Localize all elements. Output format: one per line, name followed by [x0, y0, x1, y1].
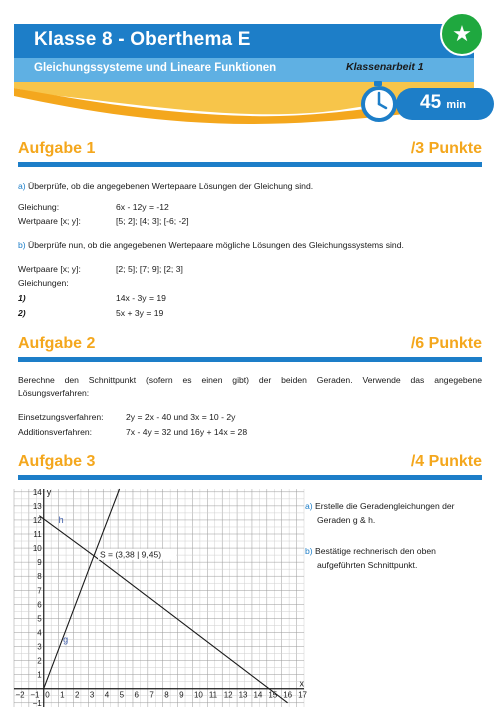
duration-text — [420, 92, 466, 114]
task2-points: /6 Punkte — [410, 335, 482, 352]
line-g — [44, 486, 120, 689]
line-g-label: g — [63, 634, 69, 645]
x-tick-label: 12 — [223, 690, 233, 700]
y-axis-label: y — [46, 486, 52, 497]
x-tick-label: 10 — [193, 690, 203, 700]
task1-equation-label: Gleichung: — [18, 202, 60, 212]
task1-eq1: 14x - 3y = 19 — [116, 293, 166, 303]
intersection-label: S = (3,38 | 9,45) — [100, 549, 162, 560]
star-badge — [440, 12, 484, 56]
y-tick-label: 3 — [37, 642, 42, 652]
task1-header — [18, 140, 482, 168]
task2-text-line2: Lösungsverfahren: — [18, 388, 90, 398]
header-title: Klasse 8 - Oberthema E — [34, 29, 251, 50]
task2-method2: 7x - 4y = 32 und 16y + 14x = 28 — [126, 427, 248, 437]
task3-a-line2: Geraden g & h. — [317, 515, 376, 525]
y-tick-label: 1 — [37, 670, 42, 680]
task3-header — [18, 453, 482, 481]
task1-equations-label: Gleichungen: — [18, 278, 69, 288]
task3-b-text1: Bestätige rechnerisch den oben — [315, 546, 436, 556]
task1-a-letter: a) — [18, 181, 26, 191]
x-tick-label: 8 — [164, 690, 169, 700]
task1-eq2: 5x + 3y = 19 — [116, 308, 164, 318]
task1-equation: 6x - 12y = -12 — [116, 202, 169, 212]
task3-points: /4 Punkte — [410, 453, 482, 470]
star-icon: ★ — [452, 21, 472, 46]
task1-points: /3 Punkte — [410, 140, 482, 157]
task3-title: Aufgabe 3 — [18, 453, 96, 470]
task1-a-text: Überprüfe, ob die angegebenen Wertepaare Lösungen der Gleichung sind. — [28, 181, 314, 191]
y-tick-label: −1 — [32, 698, 42, 707]
exam-label: Klassenarbeit 1 — [346, 61, 424, 73]
duration-value: 45 — [420, 92, 442, 113]
coordinate-graph — [14, 486, 307, 707]
task2-method1-label: Einsetzungsverfahren: — [18, 412, 104, 422]
task1-b-prompt — [18, 239, 404, 251]
y-tick-label: 10 — [32, 544, 42, 554]
x-axis-label: x — [299, 678, 305, 689]
task2-header — [18, 335, 482, 363]
x-tick-label: 3 — [89, 690, 95, 700]
x-tick-label: 4 — [104, 690, 110, 700]
task3-b-line2: aufgeführten Schnittpunkt. — [317, 560, 418, 570]
y-tick-label: 14 — [32, 487, 42, 497]
y-tick-label: 13 — [32, 501, 42, 511]
task1-b-letter: b) — [18, 240, 26, 250]
y-tick-label: 8 — [37, 572, 42, 582]
task3-b-line1 — [305, 545, 436, 557]
y-tick-label: 2 — [37, 656, 42, 666]
task1-pairs-label: Wertpaare [x; y]: — [18, 216, 81, 226]
task2-method1: 2y = 2x - 40 und 3x = 10 - 2y — [126, 412, 236, 422]
x-tick-label: 11 — [208, 690, 218, 700]
task3-a-line1 — [305, 500, 455, 512]
x-tick-label: 0 — [45, 690, 50, 700]
y-tick-label: 9 — [37, 558, 42, 568]
task1-pairs-b-label: Wertpaare [x; y]: — [18, 264, 81, 274]
task1-b-text: Überprüfe nun, ob die angegebenen Wertepaare mögliche Lösungen des Gleichungssystems sind. — [28, 240, 404, 250]
y-tick-label: 6 — [37, 600, 42, 610]
x-tick-label: 6 — [134, 690, 139, 700]
task1-pairs: [5; 2]; [4; 3]; [-6; -2] — [116, 216, 189, 226]
task1-title: Aufgabe 1 — [18, 140, 96, 157]
task3-divider — [18, 475, 482, 480]
task3-a-letter: a) — [305, 501, 313, 511]
task1-eq1-number: 1) — [18, 293, 26, 303]
header-subtitle: Gleichungssysteme und Lineare Funktionen — [34, 62, 277, 74]
duration-unit: min — [446, 99, 466, 111]
task2-title: Aufgabe 2 — [18, 335, 96, 352]
x-tick-label: 14 — [253, 690, 263, 700]
task2-divider — [18, 357, 482, 362]
task1-pairs-b: [2; 5]; [7; 9]; [2; 3] — [116, 264, 183, 274]
x-tick-label: 1 — [60, 690, 65, 700]
y-tick-label: 11 — [33, 530, 42, 540]
x-tick-label: 13 — [238, 690, 248, 700]
task3-b-letter: b) — [305, 546, 313, 556]
x-tick-label: 15 — [268, 690, 278, 700]
page-header — [0, 0, 500, 124]
task1-eq2-number: 2) — [18, 308, 26, 318]
x-tick-label: 17 — [298, 690, 307, 700]
y-tick-label: 12 — [32, 515, 42, 525]
task3-a-text1: Erstelle die Geradengleichungen der — [315, 501, 455, 511]
y-tick-label: 7 — [37, 586, 42, 596]
task2-method2-label: Additionsverfahren: — [18, 427, 93, 437]
x-tick-label: 9 — [179, 690, 184, 700]
task2-text-line1: Berechne den Schnittpunkt (sofern es einen gibt) der beiden Geraden. Verwende das angegebene — [18, 375, 482, 385]
task1-a-prompt — [18, 180, 313, 192]
x-tick-label: 5 — [119, 690, 125, 700]
x-tick-label: −2 — [15, 690, 25, 700]
y-tick-label: 5 — [37, 614, 42, 624]
x-tick-label: −1 — [30, 690, 40, 700]
x-tick-label: 2 — [74, 690, 80, 700]
task1-divider — [18, 162, 482, 167]
line-h-label: h — [58, 514, 64, 525]
x-tick-label: 7 — [149, 690, 154, 700]
y-tick-label: 4 — [37, 628, 42, 638]
x-tick-label: 16 — [283, 690, 293, 700]
stopwatch-icon — [358, 80, 398, 122]
